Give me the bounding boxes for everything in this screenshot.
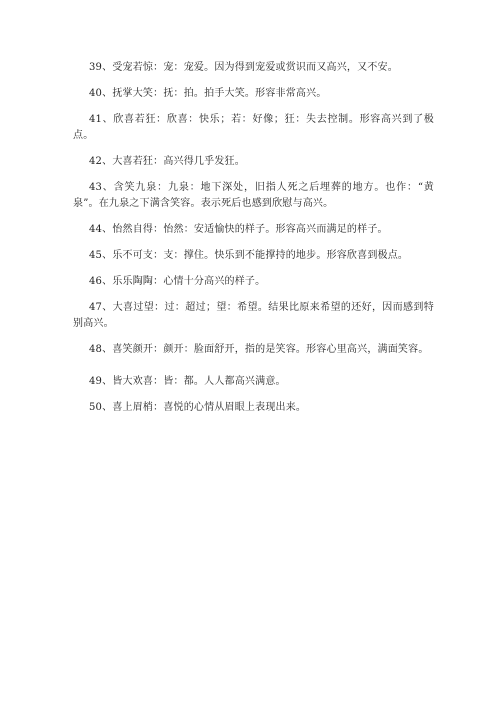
idiom-entry-45: 45、乐不可支：支：撑住。快乐到不能撑持的地步。形容欣喜到极点。 (89, 250, 409, 261)
idiom-entry-39: 39、受宠若惊：宠：宠爱。因为得到宠爱或赏识而又高兴，又不安。 (89, 62, 398, 73)
idiom-entry-41: 41、欣喜若狂：欣喜：快乐；若：好像；狂：失去控制。形容高兴到了极点。 (73, 114, 434, 141)
idiom-entry-43: 43、含笑九泉：九泉：地下深处，旧指人死之后埋葬的地方。也作：“黄泉”。在九泉之下满含笑容。表示死后也感到欣慰与高兴。 (73, 182, 434, 209)
idiom-entry-49: 49、皆大欢喜：皆：都。人人都高兴满意。 (89, 376, 286, 387)
idiom-entry-44: 44、怡然自得：怡然：安适愉快的样子。形容高兴而满足的样子。 (89, 224, 388, 235)
idiom-entry-48: 48、喜笑颜开：颜开：脸面舒开，指的是笑容。形容心里高兴，满面笑容。 (89, 344, 429, 355)
idiom-entry-40: 40、抚掌大笑：抚：拍。拍手大笑。形容非常高兴。 (89, 88, 327, 99)
idiom-entry-46: 46、乐乐陶陶：心情十分高兴的样子。 (89, 276, 266, 287)
idiom-entry-47: 47、大喜过望：过：超过；望：希望。结果比原来希望的还好，因而感到特别高兴。 (73, 302, 434, 329)
idiom-entry-50: 50、喜上眉梢：喜悦的心情从眉眼上表现出来。 (89, 402, 307, 413)
idiom-entry-42: 42、大喜若狂：高兴得几乎发狂。 (89, 156, 245, 167)
idiom-list (73, 60, 434, 426)
